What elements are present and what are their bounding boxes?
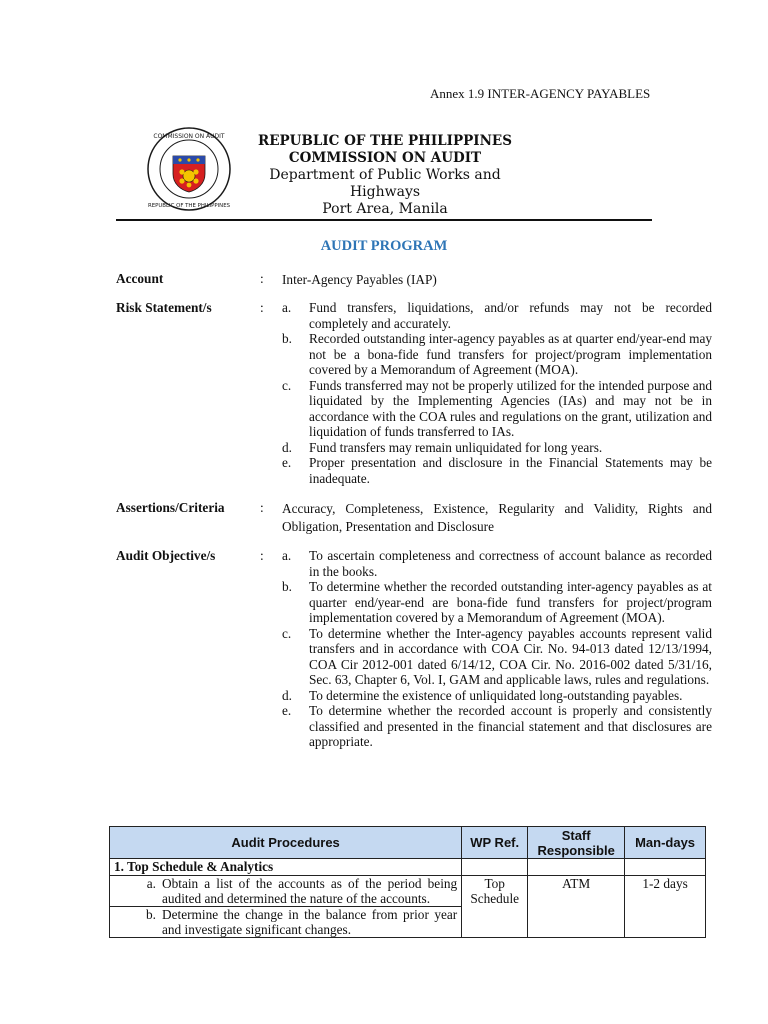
- procedure-text: Determine the change in the balance from prior year and investigate significant changes.: [162, 907, 458, 937]
- risk-colon: :: [260, 300, 264, 315]
- list-text: To determine whether the recorded outstanding inter-agency payables as at quarter end/year-end are bona-fide fund transfers for project/program implementation covered by a Memorandum of Agreement (MOA).: [309, 579, 712, 625]
- list-item: [282, 378, 712, 440]
- list-item: [282, 626, 712, 688]
- procedure-cell: [110, 876, 462, 907]
- list-text: Funds transferred may not be properly utilized for the intended purpose and liquidated by the Implementing Agencies (IAs) and may not be in accordance with the COA rules and regulations on the grant, utilization and liquidation of funds transferred to IAs.: [309, 377, 712, 439]
- list-marker: b.: [282, 579, 292, 594]
- list-marker: c.: [282, 377, 292, 393]
- list-text: Proper presentation and disclosure in the Financial Statements may be inadequate.: [309, 455, 712, 486]
- assertions-colon: :: [260, 500, 264, 515]
- section-title: 1. Top Schedule & Analytics: [110, 859, 462, 876]
- col-header-staff: Staff Responsible: [528, 827, 625, 859]
- objectives-list: [282, 548, 712, 750]
- col-header-procedures: Audit Procedures: [110, 827, 462, 859]
- list-text: To determine the existence of unliquidated long-outstanding payables.: [309, 687, 683, 703]
- risk-label: Risk Statement/s: [116, 300, 212, 315]
- table-cell: [528, 859, 625, 876]
- assertions-label: Assertions/Criteria: [116, 500, 225, 515]
- account-label: Account: [116, 271, 164, 286]
- staff-cell: ATM: [528, 876, 625, 938]
- list-item: [282, 688, 712, 704]
- list-marker: e.: [282, 703, 292, 718]
- col-header-wp-ref: WP Ref.: [462, 827, 528, 859]
- account-colon: :: [260, 271, 264, 286]
- letterhead: [240, 133, 530, 218]
- list-text: Fund transfers may remain unliquidated for long years.: [309, 439, 603, 455]
- objectives-label: Audit Objective/s: [116, 548, 216, 563]
- list-marker: d.: [282, 687, 292, 703]
- letterhead-line-4: Port Area, Manila: [322, 201, 448, 217]
- letterhead-line-2: COMMISSION ON AUDIT: [288, 150, 482, 166]
- list-text: To determine whether the recorded account is properly and consistently classified and presented in the financial statement and that disclosures are appropriate.: [309, 703, 712, 749]
- coa-seal-icon: [146, 126, 232, 212]
- assertions-value: Accuracy, Completeness, Existence, Regularity and Validity, Rights and Obligation, Presentation and Disclosure: [282, 501, 712, 534]
- procedure-text: Obtain a list of the accounts as of the period being audited and determined the nature of the accounts.: [162, 876, 458, 906]
- letterhead-line-1: REPUBLIC OF THE PHILIPPINES: [258, 133, 512, 149]
- mandays-cell: 1-2 days: [625, 876, 706, 938]
- page-title: AUDIT PROGRAM: [320, 238, 448, 254]
- table-cell: [625, 859, 706, 876]
- procedure-cell: [110, 907, 462, 938]
- table-row: [110, 876, 706, 907]
- list-marker: c.: [282, 625, 292, 641]
- annex-label: Annex 1.9 INTER-AGENCY PAYABLES: [430, 86, 651, 101]
- audit-procedures-table: [109, 826, 706, 938]
- list-marker: a.: [282, 548, 292, 563]
- wp-ref-cell: Top Schedule: [462, 876, 528, 938]
- seal-bottom-text: REPUBLIC OF THE PHILIPPINES: [147, 203, 231, 209]
- list-item: [282, 440, 712, 456]
- list-item: [282, 300, 712, 331]
- list-item: [282, 455, 712, 486]
- list-item: [282, 703, 712, 750]
- list-text: Fund transfers, liquidations, and/or refunds may not be recorded completely and accurately.: [309, 300, 712, 331]
- letterhead-line-3: Department of Public Works and Highways: [269, 167, 501, 200]
- header-divider: [116, 219, 652, 221]
- col-header-mandays: Man-days: [625, 827, 706, 859]
- list-item: [282, 579, 712, 626]
- list-text: To ascertain completeness and correctness of account balance as recorded in the books.: [309, 548, 712, 579]
- list-item: [282, 548, 712, 579]
- account-value: Inter-Agency Payables (IAP): [282, 272, 437, 287]
- list-marker: d.: [282, 439, 292, 455]
- list-marker: a.: [146, 876, 156, 891]
- seal-top-text: COMMISSION ON AUDIT: [153, 133, 225, 140]
- table-header-row: [110, 827, 706, 859]
- list-text: To determine whether the Inter-agency payables accounts represent valid transfers and in accordance with COA Cir. No. 94-013 dated 12/13/1994, COA Cir 2012-001 dated 6/14/12, COA Cir. No. 2016-002 dated 5/31/16, Sec. 63, Chapter 6, Vol. I, GAM and applicable laws, rules and regulations.: [309, 625, 712, 687]
- list-marker: a.: [282, 300, 292, 315]
- table-section-row: [110, 859, 706, 876]
- list-marker: e.: [282, 455, 292, 470]
- list-text: Recorded outstanding inter-agency payables as at quarter end/year-end may not be a bona-fide fund transfers for project/program implementation covered by a Memorandum of Agreement (MOA).: [309, 331, 712, 377]
- list-item: [282, 331, 712, 378]
- objectives-colon: :: [260, 548, 264, 563]
- list-marker: b.: [146, 907, 156, 922]
- list-marker: b.: [282, 331, 292, 346]
- risk-list: [282, 300, 712, 486]
- table-cell: [462, 859, 528, 876]
